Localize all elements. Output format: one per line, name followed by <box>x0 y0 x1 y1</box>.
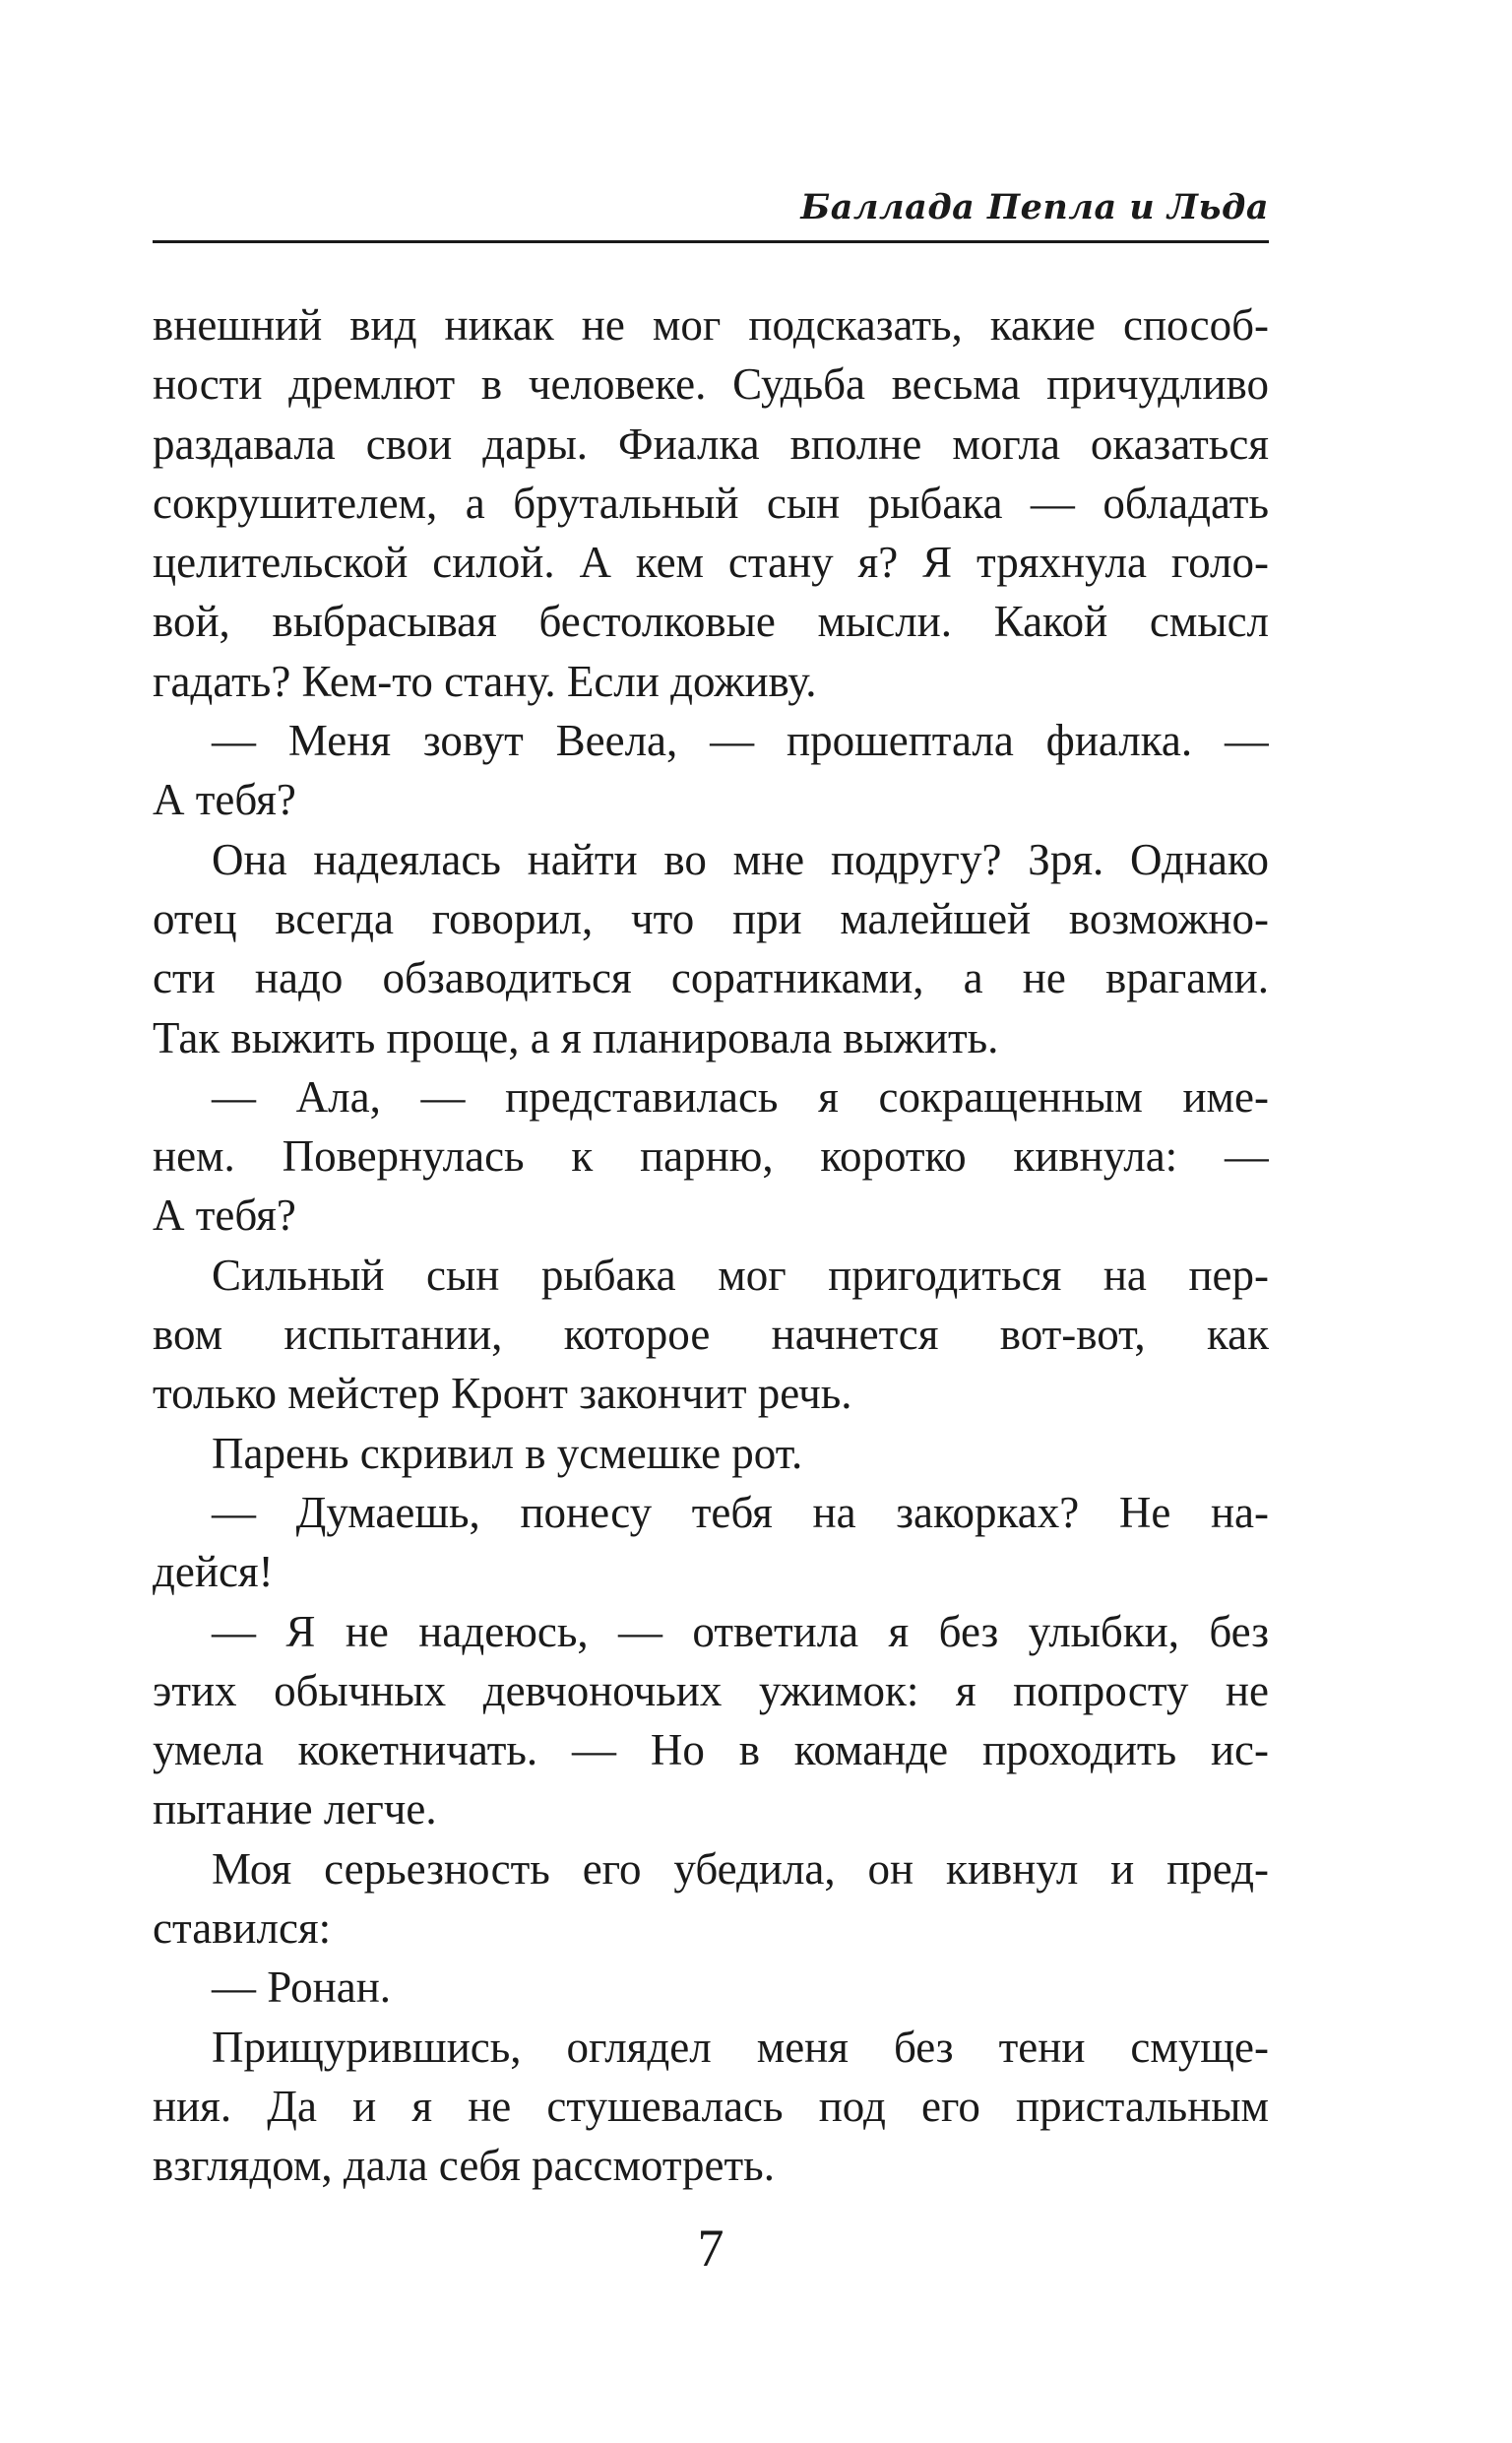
page-number: 7 <box>697 2218 724 2278</box>
text-line: внешний вид никак не мог подсказать, какие способ- <box>153 300 1269 350</box>
text-line: пытание легче. <box>153 1784 437 1834</box>
text-line: умела кокетничать. — Но в команде проходить ис- <box>153 1725 1269 1775</box>
text-line: нем. Повернулась к парню, коротко кивнула: — <box>153 1131 1269 1182</box>
text-line: — Ала, — представилась я сокращенным име- <box>212 1071 1269 1122</box>
text-line: отец всегда говорил, что при малейшей возможно- <box>153 893 1269 943</box>
text-line: — Я не надеюсь, — ответила я без улыбки, без <box>212 1606 1269 1656</box>
text-line: Так выжить проще, а я планировала выжить. <box>153 1012 999 1062</box>
text-line: дейся! <box>153 1547 274 1597</box>
text-line: взглядом, дала себя рассмотреть. <box>153 2141 775 2191</box>
text-line: этих обычных девчоночьих ужимок: я попросту не <box>153 1665 1269 1715</box>
text-line: ности дремлют в человеке. Судьба весьма причудливо <box>153 359 1269 410</box>
text-line: А тебя? <box>153 775 296 825</box>
text-line: Прищурившись, оглядел меня без тени смуще- <box>212 2022 1269 2072</box>
text-line: вом испытании, которое начнется вот-вот, как <box>153 1310 1269 1360</box>
text-line: сокрушителем, а брутальный сын рыбака — обладать <box>153 478 1269 528</box>
text-line: — Думаешь, понесу тебя на закорках? Не на- <box>212 1487 1269 1537</box>
text-line: А тебя? <box>153 1190 296 1241</box>
text-line: Сильный сын рыбака мог пригодиться на пер- <box>212 1250 1269 1300</box>
text-line: ставился: <box>153 1903 332 1954</box>
text-line: вой, выбрасывая бестолковые мысли. Какой смысл <box>153 597 1269 647</box>
text-line: Моя серьезность его убедила, он кивнул и пред- <box>212 1843 1269 1894</box>
running-header: Баллада Пепла и Льда <box>800 187 1269 227</box>
text-line: — Ронан. <box>212 1962 392 2013</box>
text-line: раздавала свои дары. Фиалка вполне могла оказаться <box>153 418 1269 469</box>
text-line: гадать? Кем-то стану. Если доживу. <box>153 656 817 706</box>
text-line: сти надо обзаводиться соратниками, а не врагами. <box>153 953 1269 1003</box>
text-line: целительской силой. А кем стану я? Я тряхнула голо- <box>153 538 1269 588</box>
text-line: Она надеялась найти во мне подругу? Зря. Однако <box>212 834 1269 884</box>
body-text <box>153 295 1269 2196</box>
text-line: Парень скривил в усмешке рот. <box>212 1428 803 1478</box>
text-line: ния. Да и я не стушевалась под его пристальным <box>153 2081 1269 2131</box>
header-rule <box>153 240 1269 243</box>
text-line: только мейстер Кронт закончит речь. <box>153 1369 852 1419</box>
text-line: — Меня зовут Веела, — прошептала фиалка. — <box>212 716 1269 766</box>
